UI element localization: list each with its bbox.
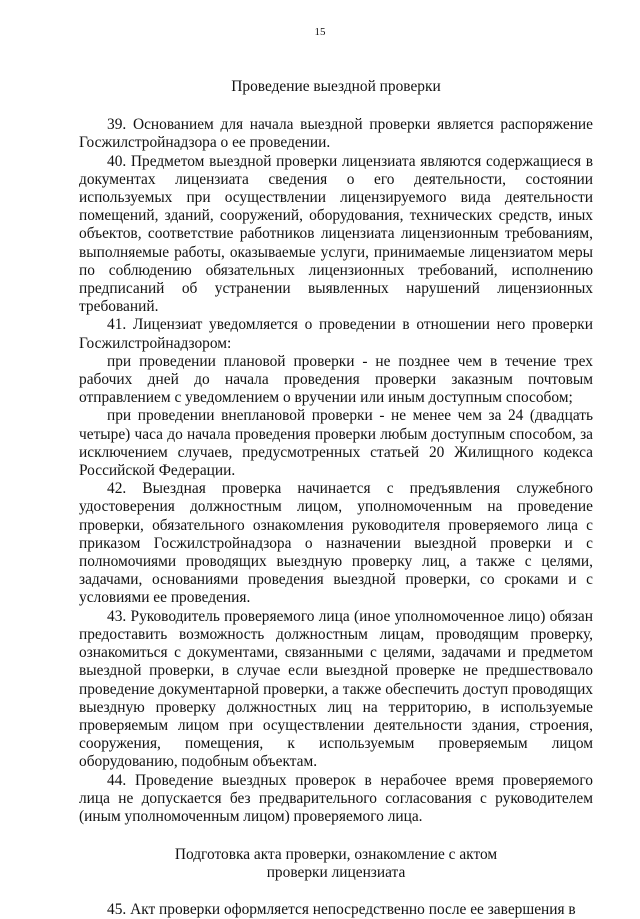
section-heading-report-line2: проверки лицензиата: [266, 864, 406, 882]
paragraph-40: 40. Предметом выездной проверки лицензиата являются содержащиеся в документах лицензиата сведения о его деятельности, состоянии используемых при осуществлении лицензируемого вида деятельности помещений, зданий, сооружений, оборудования, технических средств, иных объектов, соответствие работников лицензиата лицензионным требованиям, выполняемые работы, оказываемые услуги, принимаемые лицензиатом меры по соблюдению обязательных лицензионных требований, исполнению предписаний об устранении выявленных нарушений лицензионных требований.: [79, 152, 593, 316]
spacer: [79, 96, 593, 116]
paragraph-44: 44. Проведение выездных проверок в нерабочее время проверяемого лица не допускается без предварительного согласования с руководителем (иным уполномоченным лицом) проверяемого лица.: [79, 771, 593, 825]
paragraph-43: 43. Руководитель проверяемого лица (иное уполномоченное лицо) обязан предоставить возможность должностным лицам, проводящим проверку, ознакомиться с документами, связанными с целями, задачами и предметом выездной проверки, в случае если выездной проверке не предшествовало проведение документарной проверки, а также обеспечить доступ проводящих выездную проверку должностных лиц на территорию, в используемые проверяемым лицом при осуществлении деятельности здания, строения, сооружения, помещения, к используемым проверяемым лицом оборудованию, подобным объектам.: [79, 607, 593, 771]
section-heading-report-line1: Подготовка акта проверки, ознакомление с актом: [174, 846, 498, 864]
paragraph-41-planned: при проведении плановой проверки - не позднее чем в течение трех рабочих дней до начала проведения проверки заказным почтовым отправлением с уведомлением о вручении или иным доступным способом;: [79, 352, 593, 407]
paragraph-41: 41. Лицензиат уведомляется о проведении в отношении него проверки Госжилстройнадзором:: [79, 316, 593, 352]
document-body: [79, 78, 593, 919]
paragraph-41-unplanned: при проведении внеплановой проверки - не менее чем за 24 (двадцать четыре) часа до начала проведения проверки любым доступным способом, за исключением случаев, предусмотренных статьей 20 Жилищного кодекса Российской Федерации.: [79, 407, 593, 480]
paragraph-39: 39. Основанием для начала выездной проверки является распоряжение Госжилстройнадзора о ее проведении.: [79, 116, 593, 152]
page-number: 15: [314, 26, 326, 38]
paragraph-45: 45. Акт проверки оформляется непосредственно после ее завершения в: [107, 900, 576, 918]
spacer: [79, 883, 593, 901]
spacer: [79, 826, 593, 846]
section-heading-site-inspection: Проведение выездной проверки: [231, 78, 441, 95]
paragraph-42: 42. Выездная проверка начинается с предъявления служебного удостоверения должностным лицом, уполномоченным на проведение проверки, обязательного ознакомления руководителя проверяемого лица с приказом Госжилстройнадзора о назначении выездной проверки и с полномочиями проводящих выездную проверку лиц, а также с целями, задачами, основаниями проведения выездной проверки, со сроками и с условиями ее проведения.: [79, 480, 593, 607]
